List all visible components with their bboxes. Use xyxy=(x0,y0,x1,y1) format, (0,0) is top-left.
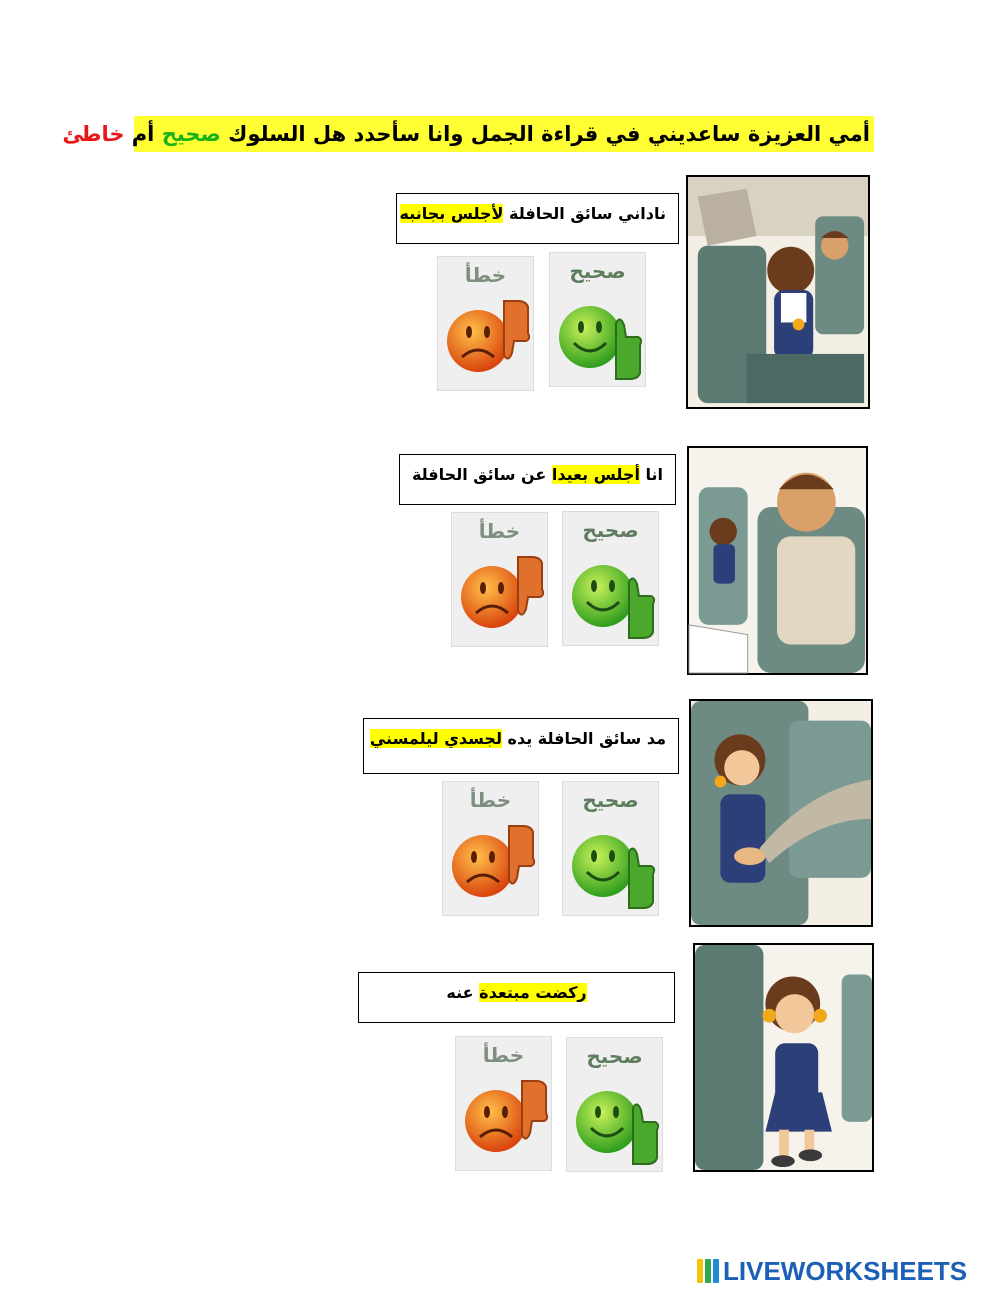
title-or: أم xyxy=(124,122,162,146)
question-3-correct-card[interactable] xyxy=(562,781,659,916)
question-2-text-end: عن سائق الحافلة xyxy=(411,465,552,484)
question-2-highlight: أجلس بعيدا xyxy=(551,465,640,484)
logo-text: LIVEWORKSHEETS xyxy=(723,1255,968,1286)
question-4-illustration xyxy=(693,943,874,1172)
wrong-label: خطأ xyxy=(464,263,507,287)
question-1-correct-card[interactable] xyxy=(549,252,646,387)
happy-thumbs-up-icon xyxy=(567,824,657,912)
sad-thumbs-down-icon xyxy=(447,824,537,912)
question-1-text: ناداني سائق الحافلة xyxy=(503,204,666,223)
question-2-sentence xyxy=(399,454,676,505)
question-3-text: مد سائق الحافلة يده xyxy=(501,729,666,748)
happy-thumbs-up-icon xyxy=(554,295,644,383)
liveworksheets-logo[interactable] xyxy=(697,1254,967,1288)
question-4-wrong-card[interactable] xyxy=(455,1036,552,1171)
wrong-label: خطأ xyxy=(482,1043,525,1067)
question-3-highlight: لجسدي ليلمسني xyxy=(369,729,502,748)
question-4-text-end: عنه xyxy=(446,983,480,1002)
question-2-wrong-card[interactable] xyxy=(451,512,548,647)
question-1-highlight: لأجلس بجانبه xyxy=(399,204,504,223)
sad-thumbs-down-icon xyxy=(460,1079,550,1167)
instruction-title xyxy=(62,116,874,152)
question-4-correct-card[interactable] xyxy=(566,1037,663,1172)
question-2-text: انا xyxy=(639,465,663,484)
correct-label: صحيح xyxy=(569,259,626,283)
question-3-wrong-card[interactable] xyxy=(442,781,539,916)
wrong-label: خطأ xyxy=(478,519,521,543)
question-1-sentence xyxy=(396,193,679,244)
correct-label: صحيح xyxy=(586,1044,643,1068)
question-4-highlight: ركضت مبتعدة xyxy=(479,983,587,1002)
title-text: أمي العزيزة ساعديني في قراءة الجمل وانا سأحدد هل السلوك xyxy=(220,122,870,146)
question-4-sentence xyxy=(358,972,675,1023)
title-wrong-word: خاطئ xyxy=(62,122,125,146)
happy-thumbs-up-icon xyxy=(571,1080,661,1168)
sad-thumbs-down-icon xyxy=(442,299,532,387)
title-correct-word: صحيح xyxy=(161,122,221,146)
sad-thumbs-down-icon xyxy=(456,555,546,643)
question-1-wrong-card[interactable] xyxy=(437,256,534,391)
question-3-illustration xyxy=(689,699,873,927)
wrong-label: خطأ xyxy=(469,788,512,812)
correct-label: صحيح xyxy=(582,518,639,542)
question-2-illustration xyxy=(687,446,868,675)
question-2-correct-card[interactable] xyxy=(562,511,659,646)
correct-label: صحيح xyxy=(582,788,639,812)
question-3-sentence xyxy=(363,718,679,774)
happy-thumbs-up-icon xyxy=(567,554,657,642)
question-1-illustration xyxy=(686,175,870,409)
liveworksheets-logo-icon xyxy=(697,1259,719,1283)
